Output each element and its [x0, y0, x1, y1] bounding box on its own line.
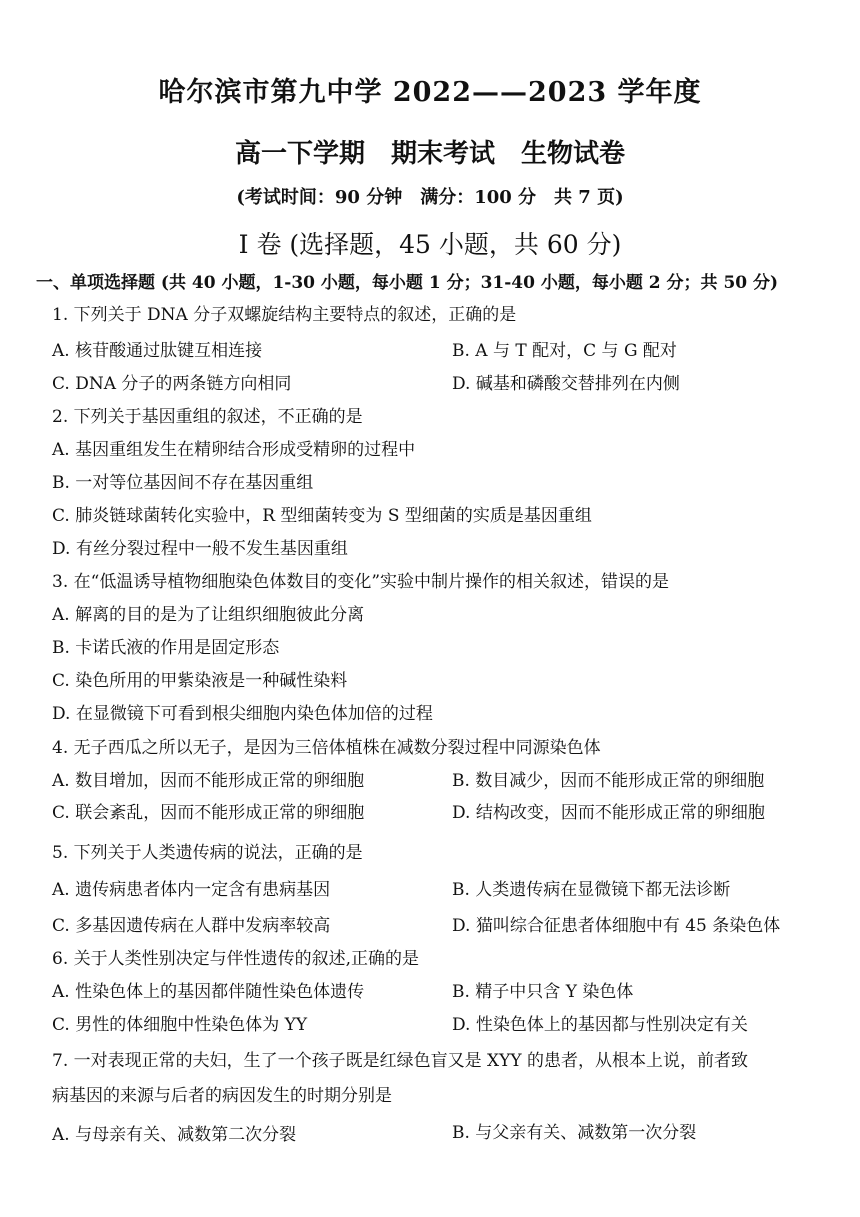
question-6-option-d: D. 性染色体上的基因都与性别决定有关: [452, 1015, 748, 1035]
question-6-stem: 6. 关于人类性别决定与伴性遗传的叙述,正确的是: [52, 949, 420, 969]
section-heading: 一、单项选择题 (共 40 小题，1-30 小题，每小题 1 分；31-40 小题，每小题 2 分；共 50 分): [36, 273, 779, 293]
question-5-option-d: D. 猫叫综合征患者体细胞中有 45 条染色体: [452, 916, 781, 936]
question-4-option-c: C. 联会紊乱，因而不能形成正常的卵细胞: [52, 803, 365, 823]
question-4-option-a: A. 数目增加，因而不能形成正常的卵细胞: [52, 771, 365, 791]
question-3-option-d: D. 在显微镜下可看到根尖细胞内染色体加倍的过程: [52, 704, 433, 724]
question-3-option-b: B. 卡诺氏液的作用是固定形态: [52, 638, 280, 658]
question-5-stem: 5. 下列关于人类遗传病的说法，正确的是: [52, 843, 363, 863]
question-1-option-d: D. 碱基和磷酸交替排列在内侧: [452, 374, 680, 394]
question-2-option-b: B. 一对等位基因间不存在基因重组: [52, 473, 314, 493]
question-6-option-c: C. 男性的体细胞中性染色体为 YY: [52, 1015, 308, 1035]
question-1-stem: 1. 下列关于 DNA 分子双螺旋结构主要特点的叙述，正确的是: [52, 305, 517, 325]
question-5-option-b: B. 人类遗传病在显微镜下都无法诊断: [452, 880, 731, 900]
question-6-option-a: A. 性染色体上的基因都伴随性染色体遗传: [52, 982, 365, 1002]
question-7-stem: 7. 一对表现正常的夫妇，生了一个孩子既是红绿色盲又是 XYY 的患者，从根本上说，前者致: [52, 1051, 748, 1071]
question-3-stem: 3. 在“低温诱导植物细胞染色体数目的变化”实验中制片操作的相关叙述，错误的是: [52, 572, 670, 592]
question-1-option-a: A. 核苷酸通过肽键互相连接: [52, 341, 263, 361]
school-year-title: 哈尔滨市第九中学 2022——2023 学年度: [158, 77, 702, 108]
question-3-option-a: A. 解离的目的是为了让组织细胞彼此分离: [52, 605, 365, 625]
question-4-option-b: B. 数目减少，因而不能形成正常的卵细胞: [452, 771, 765, 791]
question-5-option-c: C. 多基因遗传病在人群中发病率较高: [52, 916, 331, 936]
question-7-stem-continued: 病基因的来源与后者的病因发生的时期分别是: [52, 1086, 392, 1106]
question-2-option-d: D. 有丝分裂过程中一般不发生基因重组: [52, 539, 348, 559]
part-title: I 卷 (选择题，45 小题，共 60 分): [238, 230, 622, 259]
exam-info: (考试时间：90 分钟 满分：100 分 共 7 页): [236, 187, 624, 208]
question-7-option-b: B. 与父亲有关、减数第一次分裂: [452, 1123, 697, 1143]
question-1-option-b: B. A 与 T 配对，C 与 G 配对: [452, 341, 677, 361]
exam-title: 高一下学期 期末考试 生物试卷: [234, 139, 625, 169]
question-7-option-a: A. 与母亲有关、减数第二次分裂: [52, 1125, 297, 1145]
question-1-option-c: C. DNA 分子的两条链方向相同: [52, 374, 292, 394]
question-3-option-c: C. 染色所用的甲紫染液是一种碱性染料: [52, 671, 348, 691]
question-6-option-b: B. 精子中只含 Y 染色体: [452, 982, 634, 1002]
question-5-option-a: A. 遗传病患者体内一定含有患病基因: [52, 880, 331, 900]
question-4-stem: 4. 无子西瓜之所以无子，是因为三倍体植株在减数分裂过程中同源染色体: [52, 738, 601, 758]
question-2-stem: 2. 下列关于基因重组的叙述，不正确的是: [52, 407, 363, 427]
question-4-option-d: D. 结构改变，因而不能形成正常的卵细胞: [452, 803, 765, 823]
question-2-option-c: C. 肺炎链球菌转化实验中，R 型细菌转变为 S 型细菌的实质是基因重组: [52, 506, 592, 526]
question-2-option-a: A. 基因重组发生在精卵结合形成受精卵的过程中: [52, 440, 416, 460]
